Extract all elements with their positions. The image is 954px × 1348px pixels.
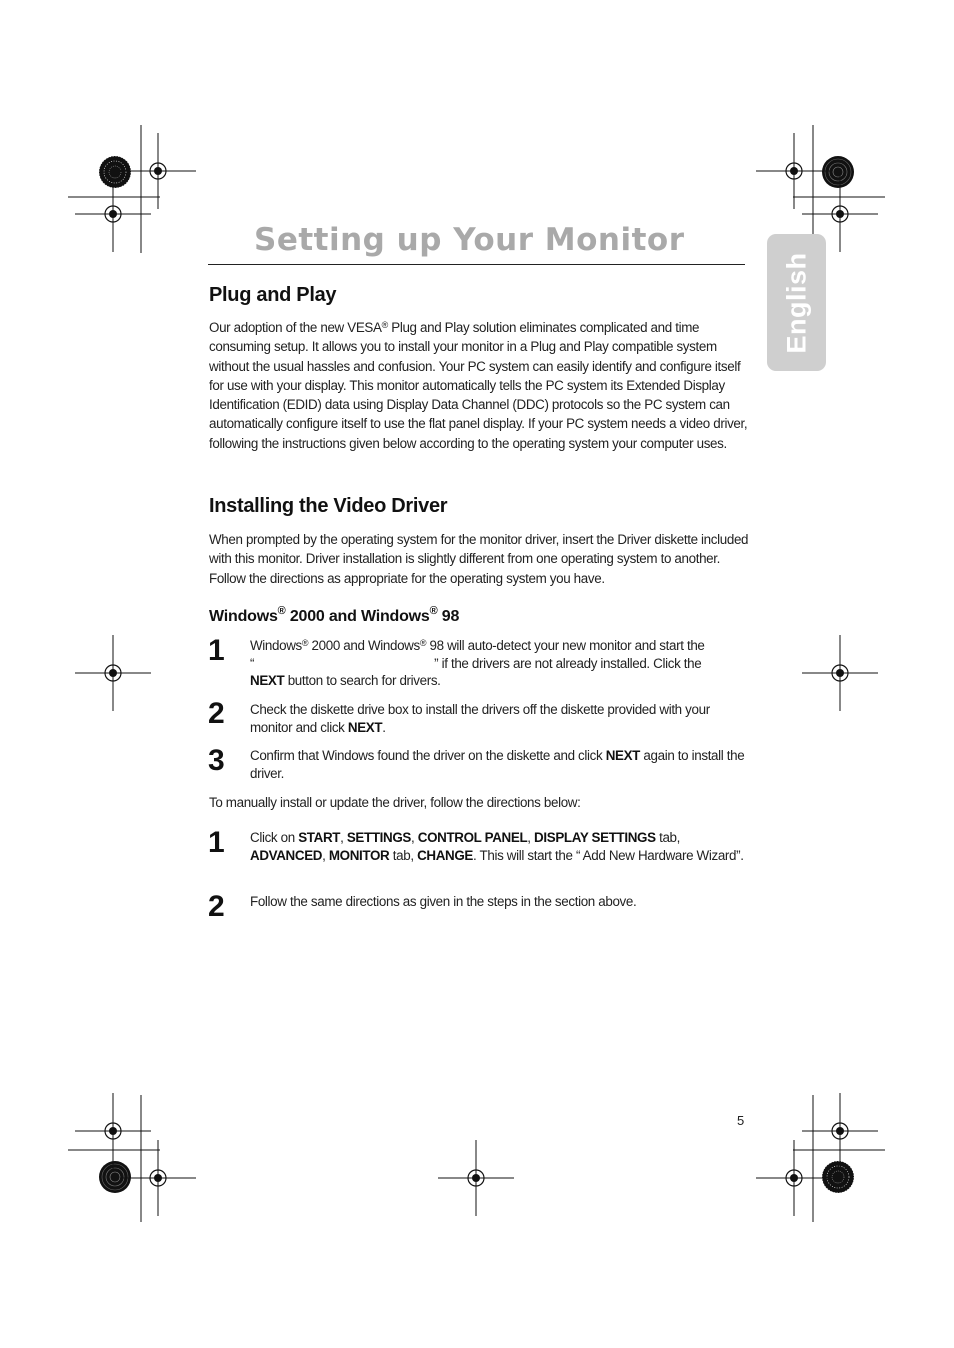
registered-mark: ® — [277, 605, 286, 617]
text-run: Confirm that Windows found the driver on the diskette and click — [250, 748, 606, 763]
installing-driver-paragraph: When prompted by the operating system for the monitor driver, insert the Driver diskette included with this monitor. Driver installation is slightly different from one operating system to another. Follow the directions as appropriate for the operating system you have. — [209, 532, 749, 586]
step-number: 3 — [208, 744, 225, 777]
bold-term: DISPLAY SETTINGS — [534, 830, 656, 845]
bold-term: CONTROL PANEL — [417, 830, 528, 845]
registered-mark: ® — [419, 638, 427, 648]
text-run: tab, — [389, 847, 418, 863]
page-number: 5 — [737, 1113, 745, 1128]
text-run: , — [527, 830, 535, 845]
text-run: ” if the drivers are not already installed. Click the — [434, 655, 702, 671]
text-run: button to search for drivers. — [284, 673, 441, 688]
bold-term: NEXT — [347, 719, 383, 735]
text-run: “ — [250, 655, 255, 671]
step-text — [250, 747, 750, 782]
plug-and-play-paragraph — [209, 318, 754, 453]
step-number: 1 — [208, 826, 225, 859]
text-run: Click on — [250, 830, 299, 845]
text-run: , — [340, 830, 347, 845]
title-divider — [208, 264, 745, 265]
step-text — [250, 829, 750, 864]
text-run: 98 will auto-detect your new monitor and start the — [426, 638, 705, 653]
step-number: 2 — [208, 697, 225, 730]
text-run: tab, — [655, 830, 681, 845]
text-run: 2000 and Windows — [285, 608, 430, 625]
plug-and-play-heading: Plug and Play — [209, 284, 337, 306]
bold-term: CHANGE — [417, 847, 474, 863]
bold-term: ADVANCED — [250, 847, 323, 863]
registered-mark: ® — [381, 320, 388, 330]
text-run: , — [411, 830, 418, 845]
language-tab-label: English — [781, 251, 811, 354]
text-run: Plug and Play solution eliminates complicated and time consuming setup. It allows you to install your monitor in a Plug and Play compatible system without the usual hassles and confusion. Your PC system can easily identify and configure itself for use with your display. This monitor automatically tells the PC system its Extended Display Identification (EDID) data using Display Data Channel (DDC) protocols so the PC system can automatically configure itself to use the flat panel display. If your PC system needs a video driver, following the instructions given below according to the operating system your computer uses. — [209, 320, 748, 451]
text-run: , — [322, 847, 329, 863]
text-run: Our adoption of the new VESA — [209, 320, 382, 335]
bold-term: MONITOR — [328, 847, 390, 863]
step-text: Follow the same directions as given in the steps in the section above. — [250, 894, 637, 909]
text-run: Windows — [250, 638, 302, 653]
text-run: . — [382, 719, 386, 735]
windows-section-heading — [209, 605, 460, 626]
installing-driver-heading: Installing the Video Driver — [209, 495, 448, 517]
text-run: 2000 and Windows — [308, 638, 420, 653]
bold-term: NEXT — [605, 748, 641, 763]
language-tab — [767, 234, 826, 371]
bold-term: NEXT — [250, 673, 285, 688]
step-text — [250, 701, 750, 736]
page-title: Setting up Your Monitor — [254, 222, 685, 258]
text-run: again to install the driver. — [250, 748, 745, 781]
text-run: Windows — [209, 608, 278, 625]
bold-term: SETTINGS — [346, 830, 412, 845]
bold-term: START — [298, 830, 341, 845]
text-run: . This will start the “ Add New Hardware Wizard”. — [473, 847, 744, 863]
step-number: 1 — [208, 634, 225, 667]
step-text — [250, 637, 750, 690]
text-run: 98 — [437, 608, 460, 625]
registered-mark: ® — [429, 605, 438, 617]
step-number: 2 — [208, 890, 225, 923]
manual-install-intro: To manually install or update the driver, follow the directions below: — [209, 795, 581, 810]
registered-mark: ® — [301, 638, 309, 648]
text-run: Check the diskette drive box to install the drivers off the diskette provided with your monitor and click — [250, 702, 710, 735]
